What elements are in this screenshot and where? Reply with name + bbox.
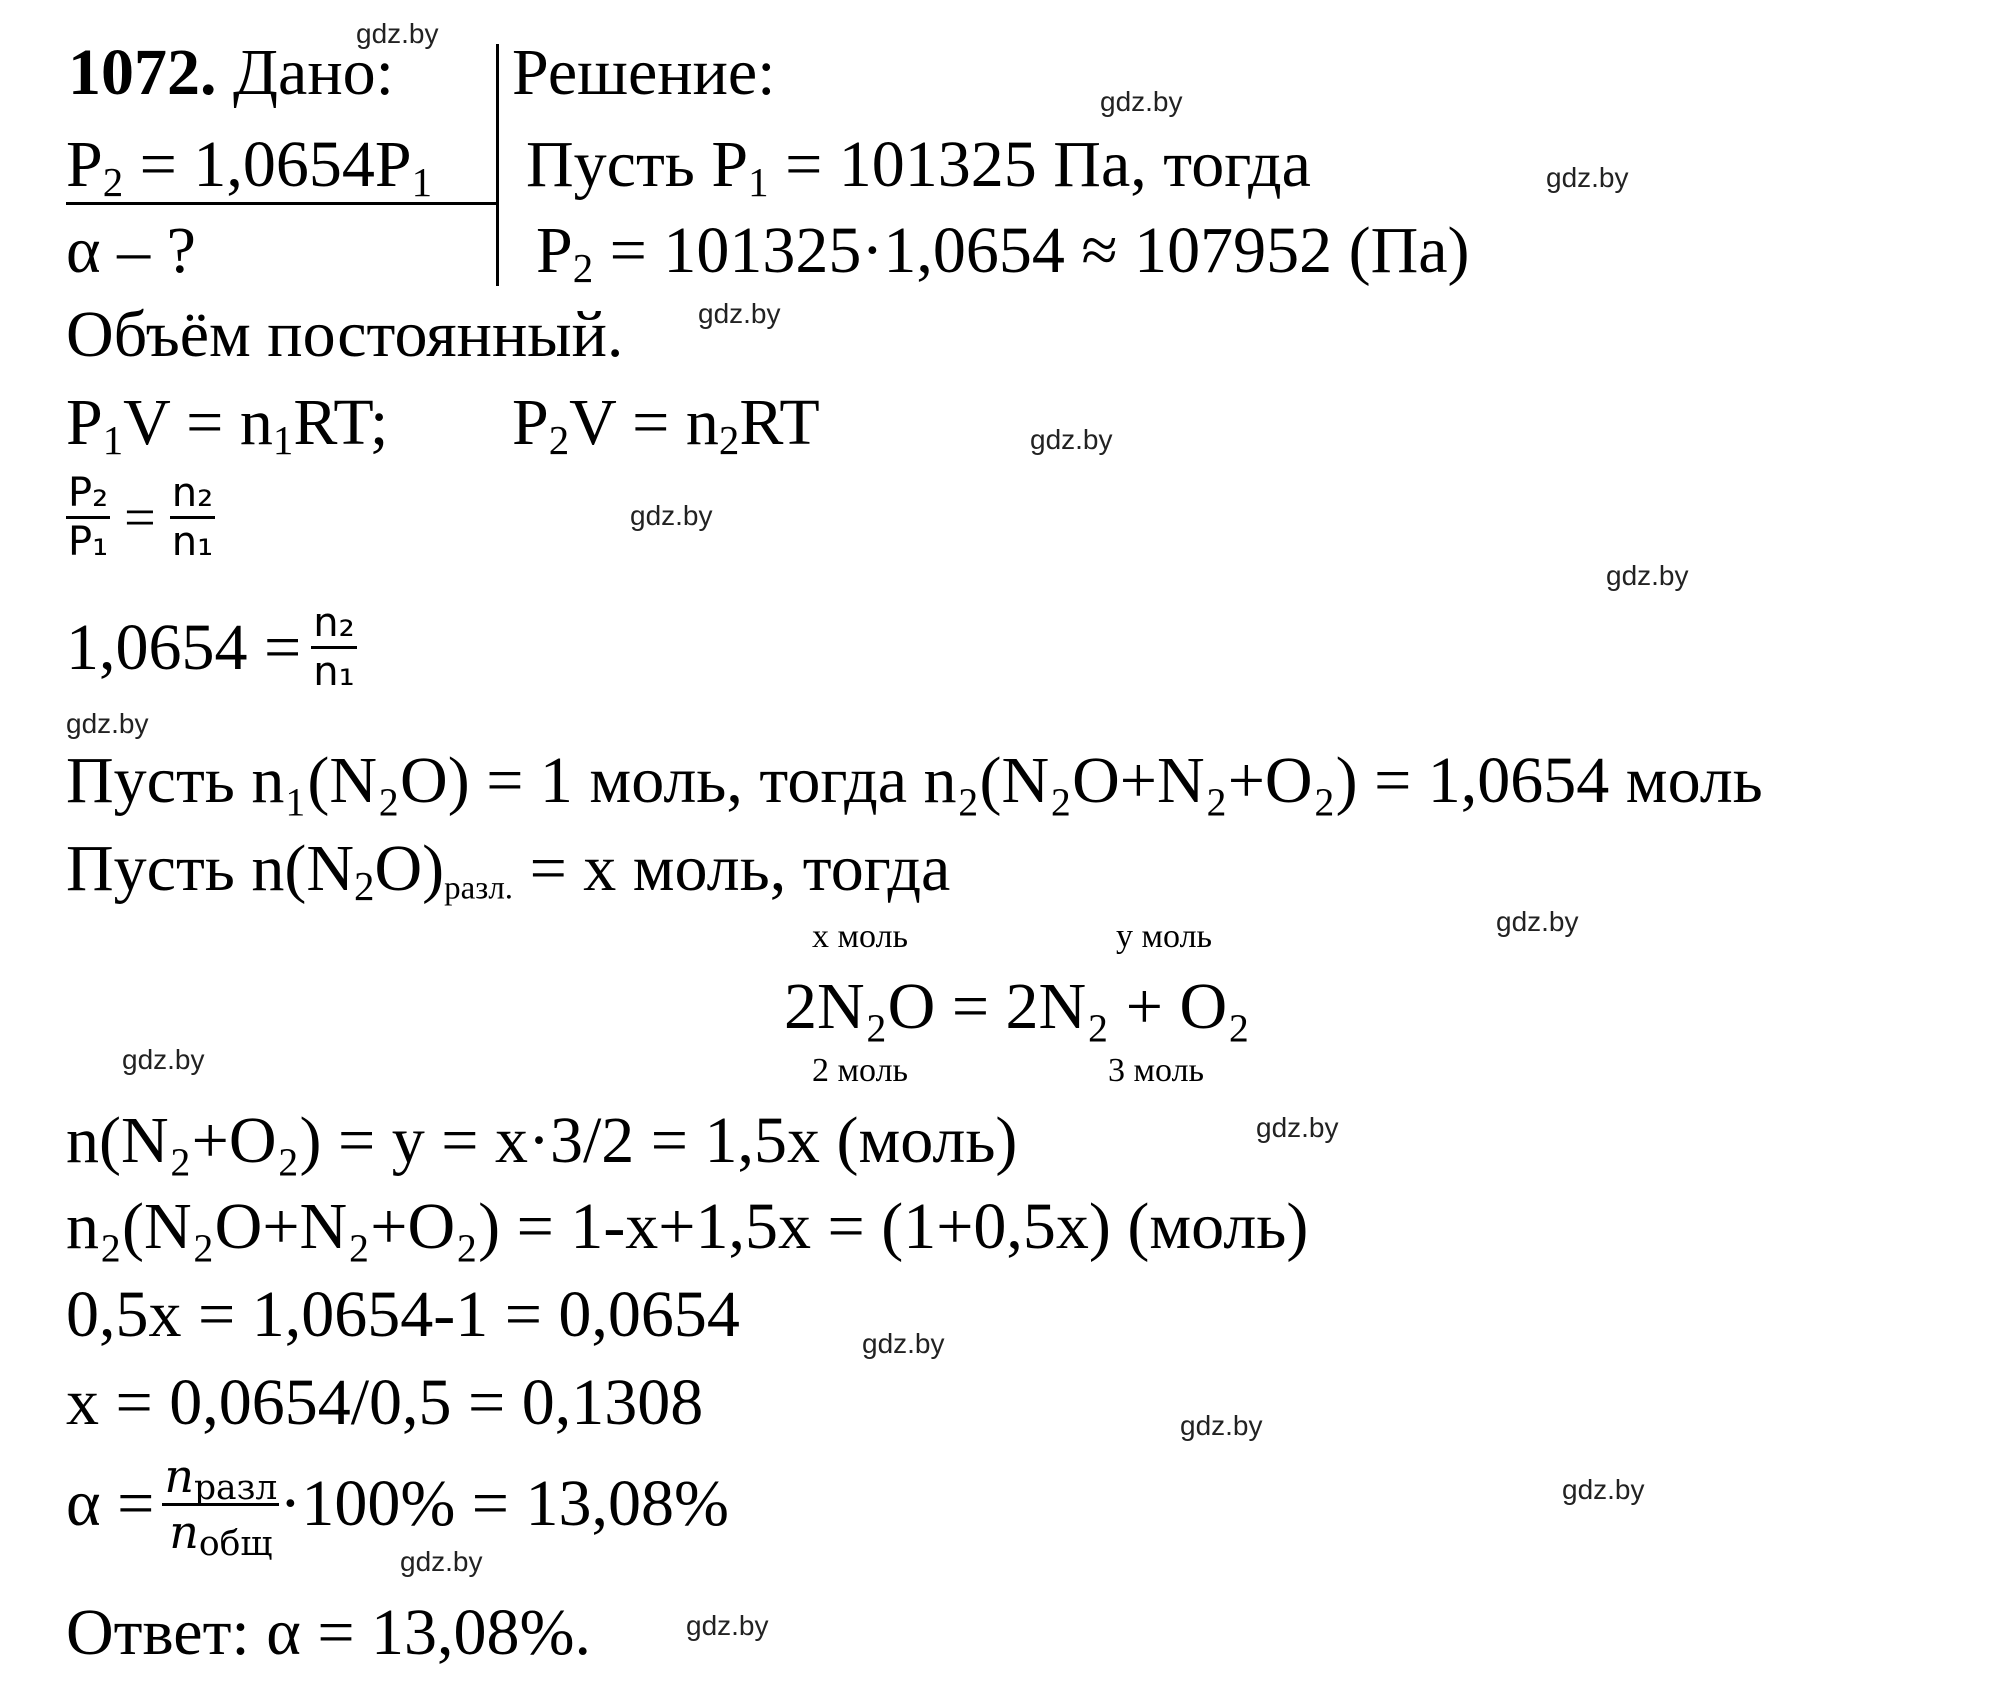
given-p2: $P_2 = 1,0654P_1$ [66, 128, 433, 206]
watermark: gdz.by [862, 1328, 945, 1359]
watermark: gdz.by [400, 1546, 483, 1577]
ratio-equation: 1,0654 = $\frac{\text{n₂}}{\text{n₁}}$ [66, 600, 355, 695]
calc-line-1: n(N₂+O₂) = y = x·3/2 = 1,5x (моль) [66, 1104, 1018, 1177]
watermark: gdz.by [122, 1044, 205, 1075]
watermark: gdz.by [1256, 1112, 1339, 1143]
alpha-fraction: $\frac{n_{разл}}{n_{общ}}$ [164, 1449, 278, 1564]
answer-line: Ответ: α = 13,08%. [66, 1596, 592, 1669]
watermark: gdz.by [1546, 162, 1629, 193]
watermark: gdz.by [66, 708, 149, 739]
pressure-ratio: $\frac{\text{P₂}}{\text{P₁}}$ = $\frac{\text{n₂}}{\text{n₁}}$ [68, 470, 214, 565]
watermark: gdz.by [1562, 1474, 1645, 1505]
given-divider-vertical [496, 44, 499, 286]
solution-label: Решение: [512, 36, 776, 109]
calc-line-2: n₂(N₂O+N₂+O₂) = 1-x+1,5x = (1+0,5x) (моль) [66, 1190, 1309, 1263]
calc-line-3: 0,5x = 1,0654-1 = 0,0654 [66, 1278, 740, 1351]
reaction-top-y: y моль [1116, 918, 1213, 955]
let-line-1: Пусть n₁(N₂O) = 1 моль, тогда n₂(N₂O+N₂+O₂) = 1,0654 моль [66, 744, 1763, 817]
problem-header [68, 36, 394, 109]
reaction-bottom-1: 2 моль [812, 1052, 909, 1089]
watermark: gdz.by [356, 18, 439, 49]
watermark: gdz.by [1030, 424, 1113, 455]
solution-line-2: $P_2 = 101325\cdot 1,0654 \approx 107952$ (Па) [536, 214, 1470, 292]
reaction-top-x: x моль [812, 918, 909, 955]
pressure-fraction: $\frac{\text{P₂}}{\text{P₁}}$ [68, 470, 109, 565]
watermark: gdz.by [686, 1610, 769, 1641]
solution-line-1: Пусть $P_1 = 101325$ Па, тогда [526, 128, 1311, 206]
watermark: gdz.by [1180, 1410, 1263, 1441]
watermark: gdz.by [1496, 906, 1579, 937]
alpha-formula: α = $\frac{n_{разл}}{n_{общ}}$ ·100% = 13,08% [66, 1449, 730, 1564]
watermark: gdz.by [698, 298, 781, 329]
watermark: gdz.by [630, 500, 713, 531]
moles-fraction: $\frac{\text{n₂}}{\text{n₁}}$ [171, 470, 214, 565]
let-line-2: Пусть $n(N_2O)_{разл.} = x$ моль, тогда [66, 832, 951, 910]
watermark: gdz.by [1606, 560, 1689, 591]
ideal-gas-eq-2: $P_2V = n_2RT$ [512, 386, 820, 464]
reaction-bottom-2: 3 моль [1108, 1052, 1205, 1089]
given-label: Дано: [233, 36, 394, 109]
given-find: α – ? [66, 214, 196, 287]
reaction-equation: 2N₂O = 2N₂ + O₂ [784, 970, 1251, 1043]
watermark: gdz.by [1100, 86, 1183, 117]
problem-number: 1072. [68, 36, 217, 109]
volume-constant: Объём постоянный. [66, 298, 624, 371]
calc-line-4: x = 0,0654/0,5 = 0,1308 [66, 1366, 704, 1439]
ideal-gas-eq-1: $P_1V = n_1RT$; [66, 386, 389, 464]
